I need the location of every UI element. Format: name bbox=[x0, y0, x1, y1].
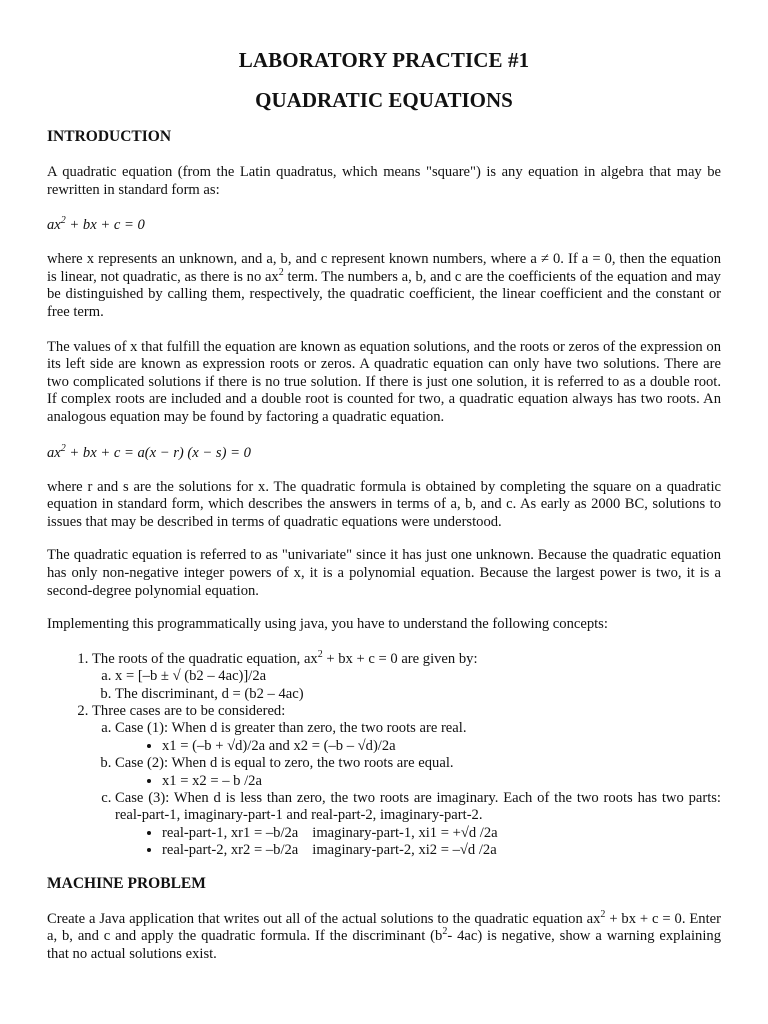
concepts-list bbox=[47, 648, 721, 860]
page-title: LABORATORY PRACTICE #1 bbox=[238, 48, 530, 72]
standard-form-equation: $ax^2$ + bx + c = 0 bbox=[47, 215, 145, 234]
concept-1-sublist bbox=[92, 668, 721, 703]
case-2-formula: • x1 = x2 = – b /2a bbox=[162, 773, 721, 790]
case-1-item: a. Case (1): When d is greater than zero, the two roots are real. • x1 = (–b + √d)/2a and x2 = (–b – √d)/2a bbox=[115, 720, 721, 755]
cases-sublist bbox=[92, 720, 721, 859]
intro-paragraph-5: The quadratic equation is referred to as "univariate" since it has just one unknown. Because the quadratic equation has only non-negative integer powers of x, it is a polynomial equation. Because the largest power is two, it is a second-degree polynomial equation. bbox=[47, 547, 721, 599]
concept-item-2: 2. Three cases are to be considered: a. Case (1): When d is greater than zero, the two roots are real. • x1 = (–b + √d)/2a and x2 = (–b – √d)/2a b. Case (2): When d is equal to zero, the two roots are equal. • x1 = x2 = – b /2a c. Case (3): When d is less than zero, the two roots are imaginary. Each of the two roots has two parts: real-part-1, imaginary-part-1 and real-part-2, imaginary-part-2. • real-part-1, xr1 = –b/2a imaginary-part-1, xi1 = +√d /2a • real-part-2, xr2 = –b/2a imaginary-part-2, xi2 = –√d /2a bbox=[92, 703, 721, 860]
case-2-bullets bbox=[115, 773, 721, 790]
machine-problem-paragraph: Create a Java application that writes out all of the actual solutions to the quadratic equation $ax^2$ + bx + c = 0. Enter a, b, and c and apply the quadratic formula. If the discriminant ($b^2-$ 4ac) is negative, show a warning explaining that no actual solutions exist. bbox=[47, 908, 721, 962]
case-3-formula-1: • real-part-1, xr1 = –b/2a imaginary-part-1, xi1 = +√d /2a bbox=[162, 825, 721, 842]
case-1-formula: • x1 = (–b + √d)/2a and x2 = (–b – √d)/2a bbox=[162, 738, 721, 755]
case-3-formula-2: • real-part-2, xr2 = –b/2a imaginary-part-2, xi2 = –√d /2a bbox=[162, 842, 721, 859]
machine-problem-heading: MACHINE PROBLEM bbox=[47, 874, 206, 892]
page-subtitle: QUADRATIC EQUATIONS bbox=[255, 88, 513, 112]
introduction-heading: INTRODUCTION bbox=[47, 128, 172, 145]
case-3-bullets bbox=[115, 825, 721, 860]
case-2-item: b. Case (2): When d is equal to zero, the two roots are equal. • x1 = x2 = – b /2a bbox=[115, 755, 721, 790]
intro-paragraph-3: The values of x that fulfill the equation are known as equation solutions, and the roots or zeros of the expression on its left side are known as expression roots or zeros. A quadratic equation can only have two solutions. There are two complicated solutions if there is no true solution. If there is just one solution, it is referred to as a double root. If complex roots are included and a double root is counted for two, a quadratic equation always has two roots. An analogous equation may be found by factoring a quadratic equation. bbox=[47, 338, 721, 425]
discriminant-item: b. The discriminant, d = (b2 – 4ac) bbox=[115, 686, 721, 703]
intro-paragraph-6: Implementing this programmatically using java, you have to understand the following concepts: bbox=[47, 616, 608, 633]
intro-paragraph-4: where r and s are the solutions for x. The quadratic formula is obtained by completing the square on a quadratic equation in standard form, which describes the answers in terms of a, b, and c. As early as 2000 BC, solutions to issues that may be described in terms of quadratic equations were understood. bbox=[47, 478, 721, 530]
quadratic-formula-item: a. x = [–b ± √ (b2 – 4ac)]/2a bbox=[115, 668, 721, 685]
case-3-item: c. Case (3): When d is less than zero, the two roots are imaginary. Each of the two roots has two parts: real-part-1, imaginary-part-1 and real-part-2, imaginary-part-2. • real-part-1, xr1 = –b/2a imaginary-part-1, xi1 = +√d /2a • real-part-2, xr2 = –b/2a imaginary-part-2, xi2 = –√d /2a bbox=[115, 790, 721, 860]
intro-paragraph-2: where x represents an unknown, and a, b, and c represent known numbers, where a ≠ 0. If a = 0, then the equation is linear, not quadratic, as there is no $ax^2$ term. The numbers a, b, and c are the coefficients of the equation and may be distinguished by calling them, respectively, the quadratic coefficient, the linear coefficient and the constant or free term. bbox=[47, 251, 721, 320]
factored-form-equation: $ax^2$ + bx + c = a(x − r) (x − s) = 0 bbox=[47, 442, 251, 461]
concept-item-1: 1. The roots of the quadratic equation, $ax^2$ + bx + c = 0 are given by: a. x = [–b ± √ (b2 – 4ac)]/2a b. The discriminant, d = (b2 – 4ac) bbox=[92, 651, 721, 703]
case-1-bullets bbox=[115, 738, 721, 755]
intro-paragraph-1: A quadratic equation (from the Latin quadratus, which means "square") is any equation in algebra that may be rewritten in standard form as: bbox=[47, 164, 721, 198]
